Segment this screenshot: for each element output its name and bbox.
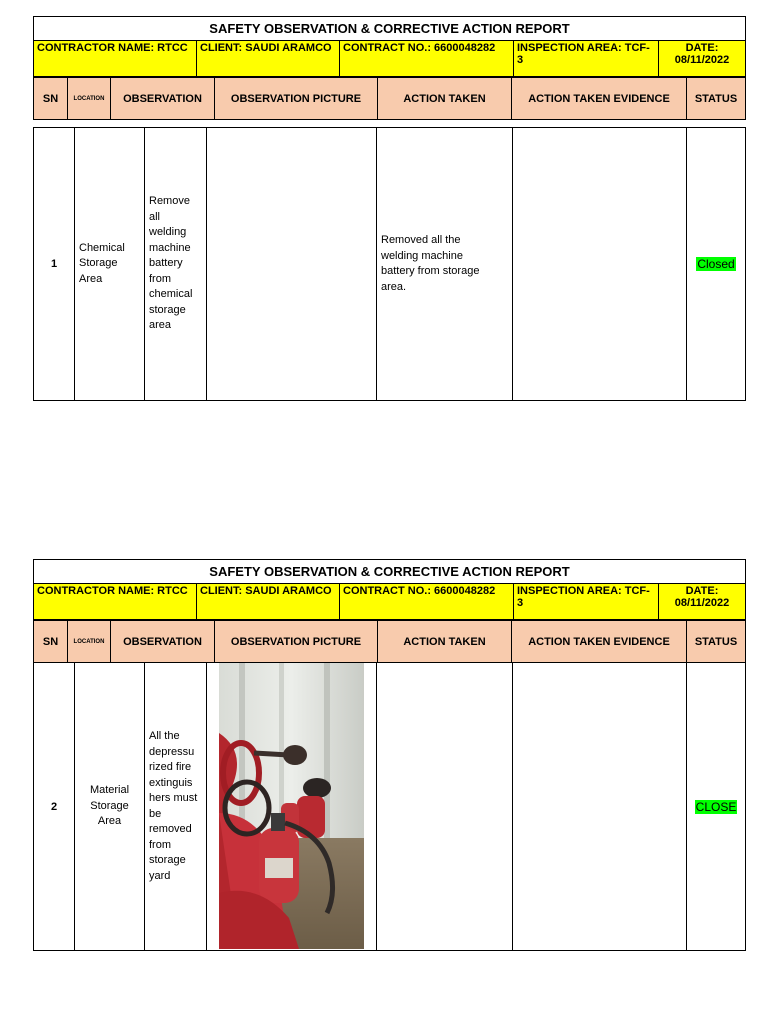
- observation-line: battery: [149, 257, 183, 270]
- observation-line: storage: [149, 854, 186, 866]
- report-date: [659, 41, 746, 77]
- date-label: DATE:: [685, 42, 719, 54]
- observation-line: area: [149, 319, 172, 332]
- entry-observation: [145, 663, 207, 951]
- observation-line: hers must: [149, 792, 198, 804]
- entry-action-evidence: [513, 128, 687, 401]
- entry-location: [75, 128, 145, 401]
- col-action-taken: ACTION TAKEN: [378, 621, 512, 663]
- location-line: Material: [89, 784, 130, 797]
- observation-line: welding: [149, 226, 187, 239]
- entry-action-evidence: [513, 663, 687, 951]
- entry-observation-picture: [207, 663, 377, 951]
- action-line: battery from storage: [381, 265, 480, 277]
- col-location: LOCATION: [68, 78, 111, 120]
- report-block-1: [33, 16, 745, 120]
- action-line: area.: [381, 280, 407, 293]
- col-observation: OBSERVATION: [111, 621, 215, 663]
- col-sn: SN: [34, 78, 68, 120]
- col-status: STATUS: [687, 621, 746, 663]
- observation-line: depressu: [149, 745, 195, 758]
- entry-action-taken: [377, 663, 513, 951]
- entry-table-2: [33, 662, 746, 951]
- entry-block-2: [33, 662, 745, 951]
- observation-line: rized fire: [149, 761, 192, 773]
- report-header-table: [33, 16, 746, 77]
- col-location: LOCATION: [68, 621, 111, 663]
- location-line: Chemical: [79, 241, 125, 254]
- col-observation: OBSERVATION: [111, 78, 215, 120]
- inspection-area: INSPECTION AREA: TCF-3: [514, 41, 659, 77]
- status-badge: Closed: [697, 257, 735, 271]
- contractor-name: CONTRACTOR NAME: RTCC: [34, 41, 197, 77]
- client-name: CLIENT: SAUDI ARAMCO: [197, 584, 340, 620]
- report-date: [659, 584, 746, 620]
- inspection-area: INSPECTION AREA: TCF-3: [514, 584, 659, 620]
- report-title: SAFETY OBSERVATION & CORRECTIVE ACTION REPORT: [34, 560, 746, 584]
- observation-line: All the: [149, 730, 180, 742]
- observation-line: from: [149, 272, 171, 285]
- observation-line: removed: [149, 823, 192, 835]
- contractor-name: CONTRACTOR NAME: RTCC: [34, 584, 197, 620]
- location-line: Storage: [79, 257, 118, 270]
- observation-line: chemical: [149, 288, 193, 301]
- observation-line: yard: [149, 869, 171, 882]
- report-title: SAFETY OBSERVATION & CORRECTIVE ACTION REPORT: [34, 17, 746, 41]
- col-action-evidence: ACTION TAKEN EVIDENCE: [512, 78, 687, 120]
- date-value: 08/11/2022: [674, 54, 730, 66]
- location-line: Storage: [90, 799, 129, 812]
- col-action-evidence: ACTION TAKEN EVIDENCE: [512, 621, 687, 663]
- col-observation-picture: OBSERVATION PICTURE: [215, 621, 378, 663]
- location-line: Area: [79, 272, 103, 285]
- observation-line: from: [149, 838, 171, 851]
- report-header-table: [33, 559, 746, 620]
- entry-sn: 2: [34, 663, 75, 951]
- location-line: Area: [97, 815, 122, 828]
- entry-observation-picture: [207, 128, 377, 401]
- entry-sn: 1: [34, 128, 75, 401]
- observation-line: Remove: [149, 195, 190, 208]
- entry-table-1: [33, 127, 746, 401]
- col-observation-picture: OBSERVATION PICTURE: [215, 78, 378, 120]
- status-badge: CLOSE: [695, 799, 737, 814]
- col-status: STATUS: [687, 78, 746, 120]
- entry-status: [687, 663, 746, 951]
- contract-number: CONTRACT NO.: 6600048282: [340, 584, 514, 620]
- observation-line: storage: [149, 303, 186, 316]
- action-line: Removed all the: [381, 234, 461, 246]
- observation-line: extinguis: [149, 776, 193, 789]
- observation-line: all: [149, 210, 161, 223]
- col-sn: SN: [34, 621, 68, 663]
- fire-extinguishers-photo: [219, 663, 364, 949]
- contract-number: CONTRACT NO.: 6600048282: [340, 41, 514, 77]
- action-line: welding machine: [381, 249, 463, 262]
- entry-location: [75, 663, 145, 951]
- entry-action-taken: [377, 128, 513, 401]
- entry-block-1: [33, 127, 745, 401]
- col-action-taken: ACTION TAKEN: [378, 78, 512, 120]
- date-value: 08/11/2022: [674, 597, 730, 609]
- client-name: CLIENT: SAUDI ARAMCO: [197, 41, 340, 77]
- entry-observation: [145, 128, 207, 401]
- column-header-table: [33, 77, 746, 120]
- observation-line: machine: [149, 241, 191, 254]
- column-header-table: [33, 620, 746, 663]
- entry-status: [687, 128, 746, 401]
- report-block-2: [33, 559, 745, 663]
- observation-line: be: [149, 807, 162, 820]
- date-label: DATE:: [685, 585, 719, 597]
